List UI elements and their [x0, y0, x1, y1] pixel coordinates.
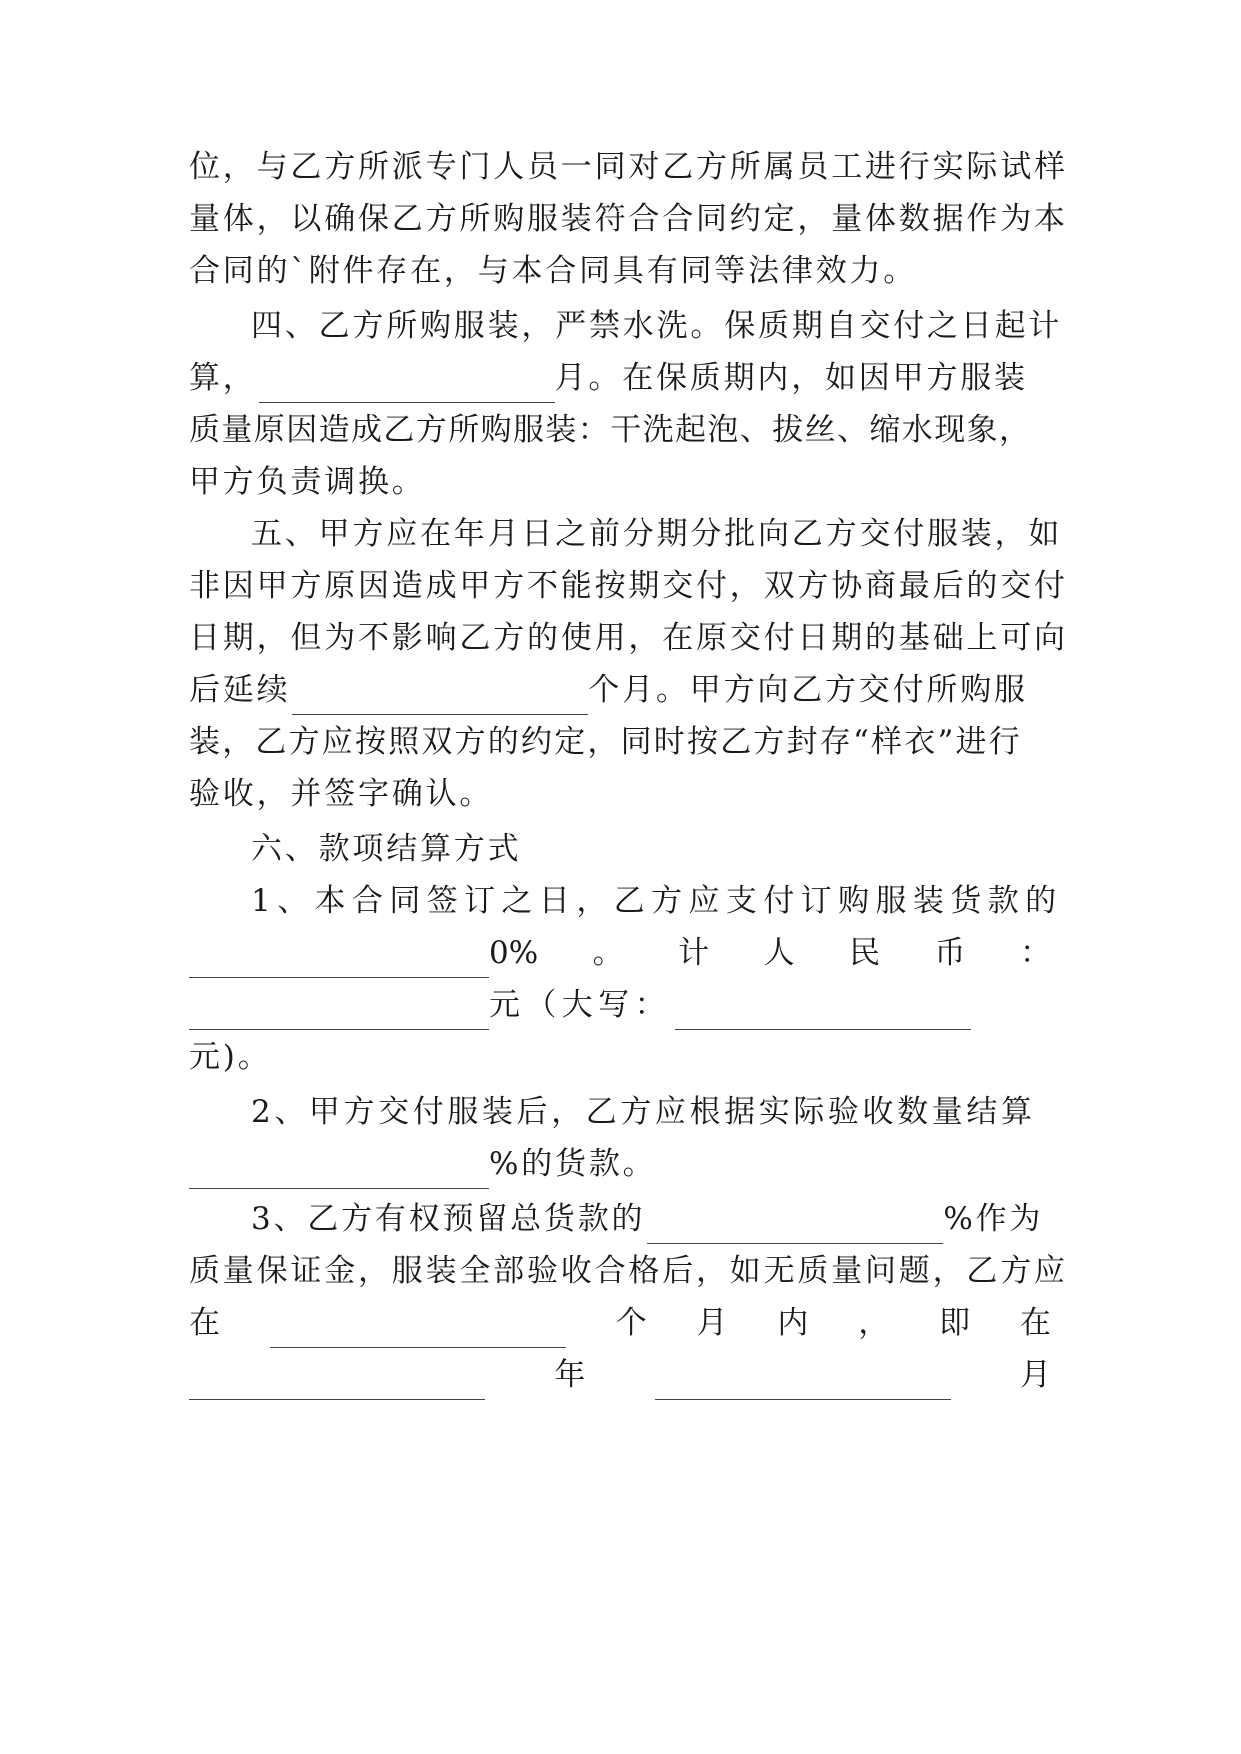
line-text: 元)。 [189, 1039, 272, 1075]
blank-group [189, 924, 538, 982]
line-text: 月。在保质期内，如因甲方服装 [554, 360, 1028, 396]
fill-in-blank[interactable] [675, 1009, 971, 1030]
paragraph-line [189, 924, 1051, 982]
paragraph-line [189, 190, 1068, 248]
paragraph-line [189, 1190, 1051, 1248]
line-text: 2、甲方交付服装后，乙方应根据实际验收数量结算 [251, 1094, 1036, 1130]
fill-in-blank[interactable] [292, 694, 588, 715]
line-text: %的货款。 [489, 1146, 657, 1182]
line-text: 在 [189, 1305, 220, 1341]
line-text: 个 [615, 1305, 647, 1341]
paragraph-line [189, 401, 1051, 459]
fill-in-blank[interactable] [647, 1223, 943, 1244]
line-text: %作为 [943, 1201, 1044, 1237]
paragraph-line [189, 557, 1068, 615]
line-text: 五、甲方应在年月日之前分期分批向乙方交付服装，如 [251, 516, 1063, 552]
document-page [189, 0, 1068, 1754]
line-text: 量体，以确保乙方所购服装符合合同约定，量体数据作为本 [189, 201, 1068, 237]
paragraph-line [189, 453, 1051, 511]
line-text: 非因甲方原因造成甲方不能按期交付，双方协商最后的交付 [189, 568, 1068, 604]
line-text: 即 [939, 1305, 971, 1341]
line-text: 币 [934, 935, 966, 971]
line-text: 四、乙方所购服装，严禁水洗。保质期自交付之日起计 [251, 308, 1063, 344]
paragraph-line [189, 1028, 1051, 1086]
line-text: 0% [489, 935, 539, 971]
paragraph-line [189, 1242, 1068, 1300]
paragraph-line [189, 976, 1051, 1034]
line-text: 日期，但为不影响乙方的使用，在原交付日期的基础上可向 [189, 620, 1068, 656]
paragraph-line [189, 609, 1068, 667]
paragraph-line [189, 820, 1051, 878]
paragraph-line [189, 765, 1051, 823]
paragraph-line [189, 297, 1063, 355]
line-text: 计 [678, 935, 710, 971]
fill-in-blank[interactable] [189, 957, 489, 978]
paragraph-line [189, 138, 1068, 196]
line-text: 元（大写： [489, 987, 671, 1023]
line-text: ， [858, 1305, 890, 1341]
line-text: 在 [1019, 1305, 1051, 1341]
paragraph-line [189, 661, 1051, 719]
line-text: 后延续 [189, 672, 291, 708]
line-text: 合同的`附件存在，与本合同具有同等法律效力。 [189, 253, 918, 289]
paragraph-line [189, 505, 1063, 563]
paragraph-line [189, 872, 1063, 930]
paragraph-line [189, 1083, 1051, 1141]
line-text: 月 [1019, 1357, 1051, 1393]
fill-in-blank[interactable] [189, 1168, 489, 1189]
paragraph-line [189, 242, 1051, 300]
line-text: 月 [696, 1305, 728, 1341]
paragraph-line [189, 713, 1051, 771]
line-text: 甲方负责调换。 [189, 464, 426, 500]
fill-in-blank[interactable] [259, 382, 555, 403]
fill-in-blank[interactable] [655, 1379, 951, 1400]
line-text: 1、本合同签订之日，乙方应支付订购服装货款的 [251, 883, 1063, 919]
line-text: ： [1020, 935, 1051, 971]
line-text: 个月。甲方向乙方交付所购服 [588, 672, 1028, 708]
line-text: 六、款项结算方式 [251, 831, 522, 867]
line-text: 3、乙方有权预留总货款的 [251, 1201, 646, 1237]
paragraph-line [189, 349, 1051, 407]
line-text: 。 [592, 935, 624, 971]
line-text: 验收，并签字确认。 [189, 776, 494, 812]
paragraph-line [189, 1135, 1051, 1193]
fill-in-blank[interactable] [270, 1327, 566, 1348]
paragraph-line [189, 1346, 1051, 1404]
line-text: 民 [849, 935, 881, 971]
fill-in-blank[interactable] [189, 1009, 489, 1030]
line-text: 装，乙方应按照双方的约定，同时按乙方封存“样衣”进行 [189, 724, 1022, 760]
line-text: 人 [763, 935, 795, 971]
line-text: 算， [189, 360, 257, 396]
line-text: 年 [554, 1357, 586, 1393]
line-text: 质量保证金，服装全部验收合格后，如无质量问题，乙方应 [189, 1253, 1068, 1289]
line-text: 位，与乙方所派专门人员一同对乙方所属员工进行实际试样 [189, 149, 1068, 185]
fill-in-blank[interactable] [189, 1379, 485, 1400]
paragraph-line [189, 1294, 1051, 1352]
line-text: 内 [777, 1305, 809, 1341]
line-text: 质量原因造成乙方所购服装：干洗起泡、拔丝、缩水现象， [189, 412, 1032, 448]
